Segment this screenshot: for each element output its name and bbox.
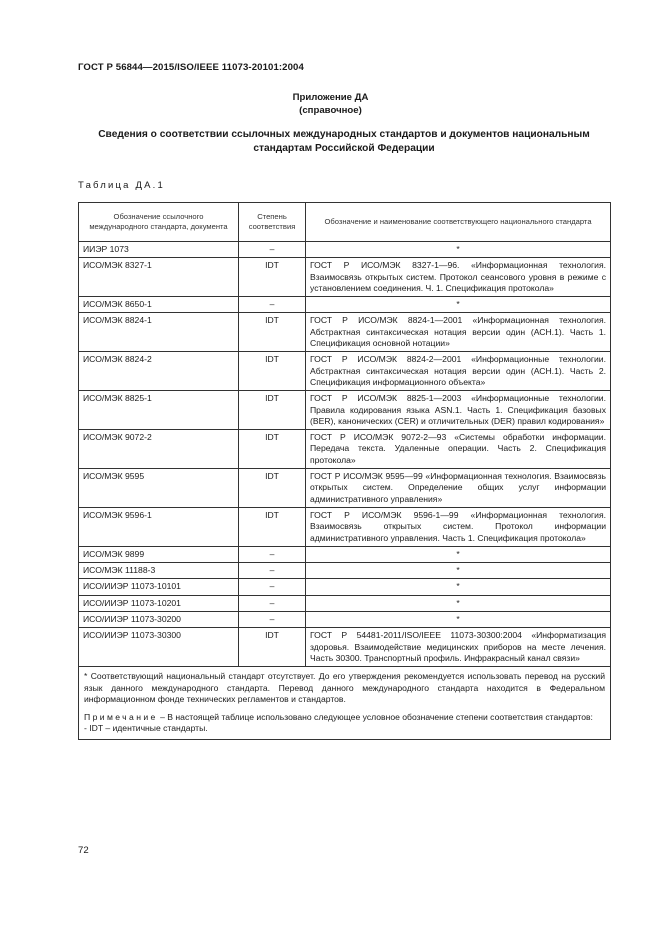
table-caption: Таблица ДА.1 <box>78 180 165 191</box>
cell-reference-standard: ИСО/ИИЭР 11073-10101 <box>79 579 239 595</box>
cell-national-standard: * <box>306 546 611 562</box>
table-row <box>79 313 611 352</box>
cell-reference-standard: ИСО/МЭК 8327-1 <box>79 258 239 297</box>
table-row <box>79 430 611 469</box>
cell-national-standard: ГОСТ Р ИСО/МЭК 8327-1—96. «Информационная технология. Взаимосвязь открытых систем. Протокол сеансового уровня в режиме с установлением соединения. Ч. 1. Спецификация протокола» <box>306 258 611 297</box>
table-row <box>79 258 611 297</box>
appendix-title: Сведения о соответствии ссылочных международных стандартов и документов национальным стандартам Российской Федерации <box>98 129 590 154</box>
table-footer-cell <box>79 667 611 739</box>
cell-reference-standard: ИСО/МЭК 9899 <box>79 546 239 562</box>
cell-degree: IDT <box>239 391 306 430</box>
cell-reference-standard: ИСО/МЭК 8650-1 <box>79 297 239 313</box>
table-row <box>79 579 611 595</box>
cell-national-standard: ГОСТ Р ИСО/МЭК 9595—99 «Информационная технология. Взаимосвязь открытых систем. Определение общих услуг информации административного управления» <box>306 469 611 508</box>
table-row <box>79 469 611 508</box>
cell-reference-standard: ИСО/МЭК 11188-3 <box>79 563 239 579</box>
cell-national-standard: * <box>306 579 611 595</box>
note-label: Примечание <box>84 712 158 723</box>
cell-national-standard: ГОСТ Р ИСО/МЭК 8824-2—2001 «Информационные технологии. Абстрактная синтаксическая нотация версии один (АСН.1). Часть 2. Спецификация информационного объекта» <box>306 352 611 391</box>
table-footer-row <box>79 667 611 739</box>
appendix-label: Приложение ДА <box>292 92 369 103</box>
table-row <box>79 297 611 313</box>
cell-degree: IDT <box>239 258 306 297</box>
table-row <box>79 628 611 667</box>
cell-degree: IDT <box>239 507 306 546</box>
table-row <box>79 352 611 391</box>
cell-degree: – <box>239 242 306 258</box>
cell-national-standard: * <box>306 297 611 313</box>
table-row <box>79 612 611 628</box>
cell-degree: IDT <box>239 313 306 352</box>
cell-degree: – <box>239 595 306 611</box>
table-row <box>79 391 611 430</box>
cell-national-standard: * <box>306 612 611 628</box>
cell-degree: IDT <box>239 628 306 667</box>
cell-national-standard: ГОСТ Р ИСО/МЭК 8825-1—2003 «Информационные технологии. Правила кодирования языка ASN.1. Часть 1. Спецификация базовых (BER), канонических (CER) и отличительных (DER) правил кодирования» <box>306 391 611 430</box>
cell-reference-standard: ИСО/МЭК 9595 <box>79 469 239 508</box>
footnote-text: * Соответствующий национальный стандарт отсутствует. До его утверждения рекомендуется использовать перевод на русский язык данного международного стандарта. Перевод данного международного стандарта находится в Федеральном информационном фонде технических регламентов и стандартов. <box>84 671 605 704</box>
table-row <box>79 563 611 579</box>
cell-degree: IDT <box>239 352 306 391</box>
cell-degree: IDT <box>239 430 306 469</box>
note-item: - IDT – идентичные стандарты. <box>84 723 208 734</box>
table-row <box>79 242 611 258</box>
table-header-row <box>79 203 611 242</box>
header-national-standard: Обозначение и наименование соответствующего национального стандарта <box>306 203 611 242</box>
cell-reference-standard: ИСО/ИИЭР 11073-30300 <box>79 628 239 667</box>
appendix-type: (справочное) <box>299 105 362 116</box>
header-reference-standard: Обозначение ссылочного международного стандарта, документа <box>79 203 239 242</box>
note-text: – В настоящей таблице использовано следующее условное обозначение степени соответствия стандартов: <box>160 712 593 723</box>
cell-national-standard: ГОСТ Р ИСО/МЭК 9072-2—93 «Системы обработки информации. Передача текста. Удаленные операции. Часть 2. Спецификация протокола» <box>306 430 611 469</box>
cell-reference-standard: ИСО/МЭК 9596-1 <box>79 507 239 546</box>
cell-degree: – <box>239 297 306 313</box>
header-degree: Степень соответствия <box>239 203 306 242</box>
table-row <box>79 546 611 562</box>
cell-degree: – <box>239 579 306 595</box>
correspondence-table <box>78 202 611 740</box>
note-line <box>84 712 605 723</box>
document-header: ГОСТ Р 56844—2015/ISO/IEEE 11073-20101:2004 <box>78 62 304 73</box>
cell-national-standard: * <box>306 595 611 611</box>
page-number: 72 <box>78 845 89 856</box>
cell-national-standard: * <box>306 242 611 258</box>
cell-national-standard: ГОСТ Р ИСО/МЭК 9596-1—99 «Информационная технология. Взаимосвязь открытых систем. Протокол информации административного управления. Часть 1. Спецификация протокола» <box>306 507 611 546</box>
cell-reference-standard: ИИЭР 1073 <box>79 242 239 258</box>
cell-degree: – <box>239 563 306 579</box>
cell-national-standard: ГОСТ Р ИСО/МЭК 8824-1—2001 «Информационная технология. Абстрактная синтаксическая нотация версии один (АСН.1). Часть 1. Спецификация основной нотации» <box>306 313 611 352</box>
cell-reference-standard: ИСО/МЭК 8824-1 <box>79 313 239 352</box>
cell-reference-standard: ИСО/ИИЭР 11073-30200 <box>79 612 239 628</box>
cell-reference-standard: ИСО/МЭК 9072-2 <box>79 430 239 469</box>
cell-degree: – <box>239 546 306 562</box>
cell-national-standard: * <box>306 563 611 579</box>
cell-reference-standard: ИСО/ИИЭР 11073-10201 <box>79 595 239 611</box>
table-row <box>79 507 611 546</box>
table-row <box>79 595 611 611</box>
cell-reference-standard: ИСО/МЭК 8824-2 <box>79 352 239 391</box>
cell-reference-standard: ИСО/МЭК 8825-1 <box>79 391 239 430</box>
cell-national-standard: ГОСТ Р 54481-2011/ISO/IEEE 11073-30300:2004 «Информатизация здоровья. Взаимодействие медицинских приборов на месте лечения. Часть 30300. Транспортный профиль. Инфракрасный канал связи» <box>306 628 611 667</box>
cell-degree: IDT <box>239 469 306 508</box>
cell-degree: – <box>239 612 306 628</box>
